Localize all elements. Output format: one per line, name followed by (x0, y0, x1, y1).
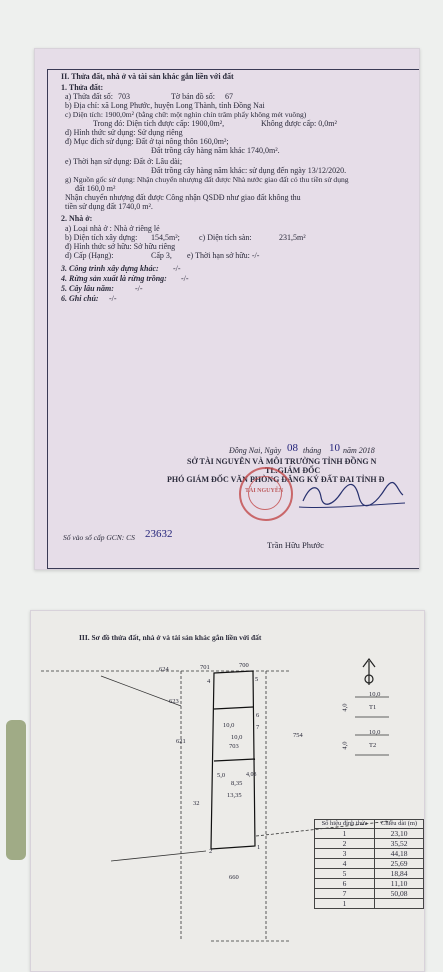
parcel-700: 700 (239, 662, 249, 669)
vertex-2: 2 (209, 848, 213, 855)
parcel-660: 660 (229, 874, 239, 881)
deputy-director-title: PHÓ GIÁM ĐỐC VĂN PHÒNG ĐĂNG KÝ ĐẤT ĐAI TỈNH Đ (167, 475, 385, 484)
vertex-1: 1 (257, 844, 261, 851)
vertex-4: 4 (207, 678, 211, 685)
dim-5: 5,0 (217, 772, 226, 779)
parcel-621: 621 (176, 738, 186, 745)
table-row: 7 50,08 (315, 889, 424, 899)
land-heading: 1. Thửa đất: (61, 83, 104, 92)
dim-835: 8,35 (231, 780, 243, 787)
use-term-2: Đất trồng cây hàng năm khác: sử dụng đến ngày 13/12/2020. (151, 166, 347, 175)
parcel-623: 623 (169, 698, 179, 705)
table-row: 1 (315, 899, 424, 909)
area-not-granted: Không được cấp: 0,0m² (261, 119, 337, 128)
parcel-754: 754 (293, 732, 303, 739)
parcel-label: a) Thửa đất số: (65, 92, 113, 101)
dim-1335: 13,35 (227, 792, 242, 799)
date-year: năm 2018 (343, 446, 375, 455)
house-heading: 2. Nhà ở: (61, 214, 93, 223)
perennial-trees: 5. Cây lâu năm: (61, 284, 114, 293)
table-row: 5 18,84 (315, 869, 424, 879)
certificate-page-2 (30, 610, 425, 972)
grade-label: d) Cấp (Hạng): (65, 251, 114, 260)
table-row: 6 11,10 (315, 879, 424, 889)
other-construction-value: -/- (173, 264, 181, 273)
floor-area-value: 231,5m² (279, 233, 306, 242)
other-construction: 3. Công trình xây dựng khác: (61, 264, 159, 273)
certificate-page-1 (34, 48, 420, 570)
use-term: e) Thời hạn sử dụng: Đất ở: Lâu dài; (65, 157, 183, 166)
table-row: 3 44,18 (315, 849, 424, 859)
parcel-703: 703 (229, 743, 239, 750)
parcel-701: 701 (200, 664, 210, 671)
registry-number: 23632 (145, 528, 173, 540)
dim-10-b: 10,0 (231, 734, 243, 741)
map-sheet-number: 67 (225, 92, 233, 101)
table-header (315, 820, 424, 829)
vertex-length-table (314, 819, 424, 909)
registry-label: Số vào sổ cấp GCN: CS (63, 533, 135, 542)
floor-area-label: c) Diện tích sàn: (199, 233, 252, 242)
table-header-vertex: Số hiệu đỉnh thửa (315, 820, 375, 829)
map-sheet-label: Tờ bản đồ số: (171, 92, 216, 101)
legend-dim-a: 4,0 (341, 703, 349, 712)
address: b) Địa chỉ: xã Long Phước, huyện Long Thành, tỉnh Đồng Nai (65, 101, 265, 110)
forest: 4. Rừng sản xuất là rừng trồng: (61, 274, 167, 283)
ownership-term: e) Thời hạn sở hữu: -/- (187, 251, 260, 260)
vertex-6: 6 (256, 712, 260, 719)
signature-mark (297, 475, 407, 515)
origin-2: đất 160,0 m² (75, 184, 116, 193)
legend-t1-value: 10,0 (369, 691, 381, 698)
area: c) Diện tích: 1900,0m² (bằng chữ: một nghìn chín trăm phẩy không mét vuông) (65, 110, 307, 119)
legend-t2-value: 10,0 (369, 729, 381, 736)
build-area-label: b) Diện tích xây dựng: (65, 233, 138, 242)
issuing-authority: SỞ TÀI NGUYÊN VÀ MÔI TRƯỜNG TỈNH ĐỒNG N (187, 457, 377, 466)
vertex-7: 7 (256, 724, 260, 731)
dim-10-a: 10,0 (223, 722, 235, 729)
north-arrow-icon (363, 659, 375, 685)
table-row: 4 25,69 (315, 859, 424, 869)
area-granted: Trong đó: Diện tích được cấp: 1900,0m², (93, 119, 225, 128)
origin-3: Nhận chuyển nhượng đất được Công nhận QSDĐ như giao đất không thu (65, 193, 301, 202)
legend-t2: T2 (369, 742, 377, 749)
table-row: 1 23,10 (315, 829, 424, 839)
notes-value: -/- (109, 294, 117, 303)
table-row: 2 35,52 (315, 839, 424, 849)
date-month: 10 (329, 442, 340, 454)
diagram-section-title: III. Sơ đồ thửa đất, nhà ở và tài sản khác gắn liền với đất (79, 633, 262, 642)
build-area-value: 154,5m²; (151, 233, 180, 242)
use-form: d) Hình thức sử dụng: Sử dụng riêng (65, 128, 183, 137)
date-month-label: tháng (303, 446, 322, 455)
legend-dim-b: 4,0 (341, 741, 349, 750)
notes: 6. Ghi chú: (61, 294, 99, 303)
origin-4: tiền sử dụng đất 1740,0 m². (65, 202, 153, 211)
use-purpose-2: Đất trồng cây hàng năm khác 1740,0m². (151, 146, 280, 155)
parcel-number: 703 (118, 92, 130, 101)
grade-value: Cấp 3, (151, 251, 172, 260)
perennial-trees-value: -/- (135, 284, 143, 293)
date-place: Đồng Nai, Ngày (229, 446, 282, 455)
dim-403: 4,03 (246, 772, 257, 778)
parcel-32: 32 (193, 800, 200, 807)
origin: g) Nguồn gốc sử dụng: Nhận chuyển nhượng đất được Nhà nước giao đất có thu tiền sử dụng (65, 175, 349, 184)
on-behalf: TL.GIÁM ĐỐC (265, 466, 321, 475)
green-leaf-decoration (6, 720, 26, 860)
signer-name: Trần Hữu Phước (267, 540, 324, 550)
vertex-5: 5 (255, 676, 259, 683)
table-header-length: Chiều dài (m) (375, 820, 424, 829)
section-title: II. Thửa đất, nhà ở và tài sản khác gắn liền với đất (61, 72, 234, 81)
use-purpose: đ) Mục đích sử dụng: Đất ở tại nông thôn 160,0m²; (65, 137, 229, 146)
forest-value: -/- (181, 274, 189, 283)
legend-t1: T1 (369, 704, 377, 711)
parcel-624: 624 (159, 666, 169, 673)
ownership-form: đ) Hình thức sở hữu: Sở hữu riêng (65, 242, 176, 251)
official-seal: TÀI NGUYÊN (239, 467, 293, 521)
date-day: 08 (287, 442, 298, 454)
house-type: a) Loại nhà ở : Nhà ở riêng lẻ (65, 224, 160, 233)
